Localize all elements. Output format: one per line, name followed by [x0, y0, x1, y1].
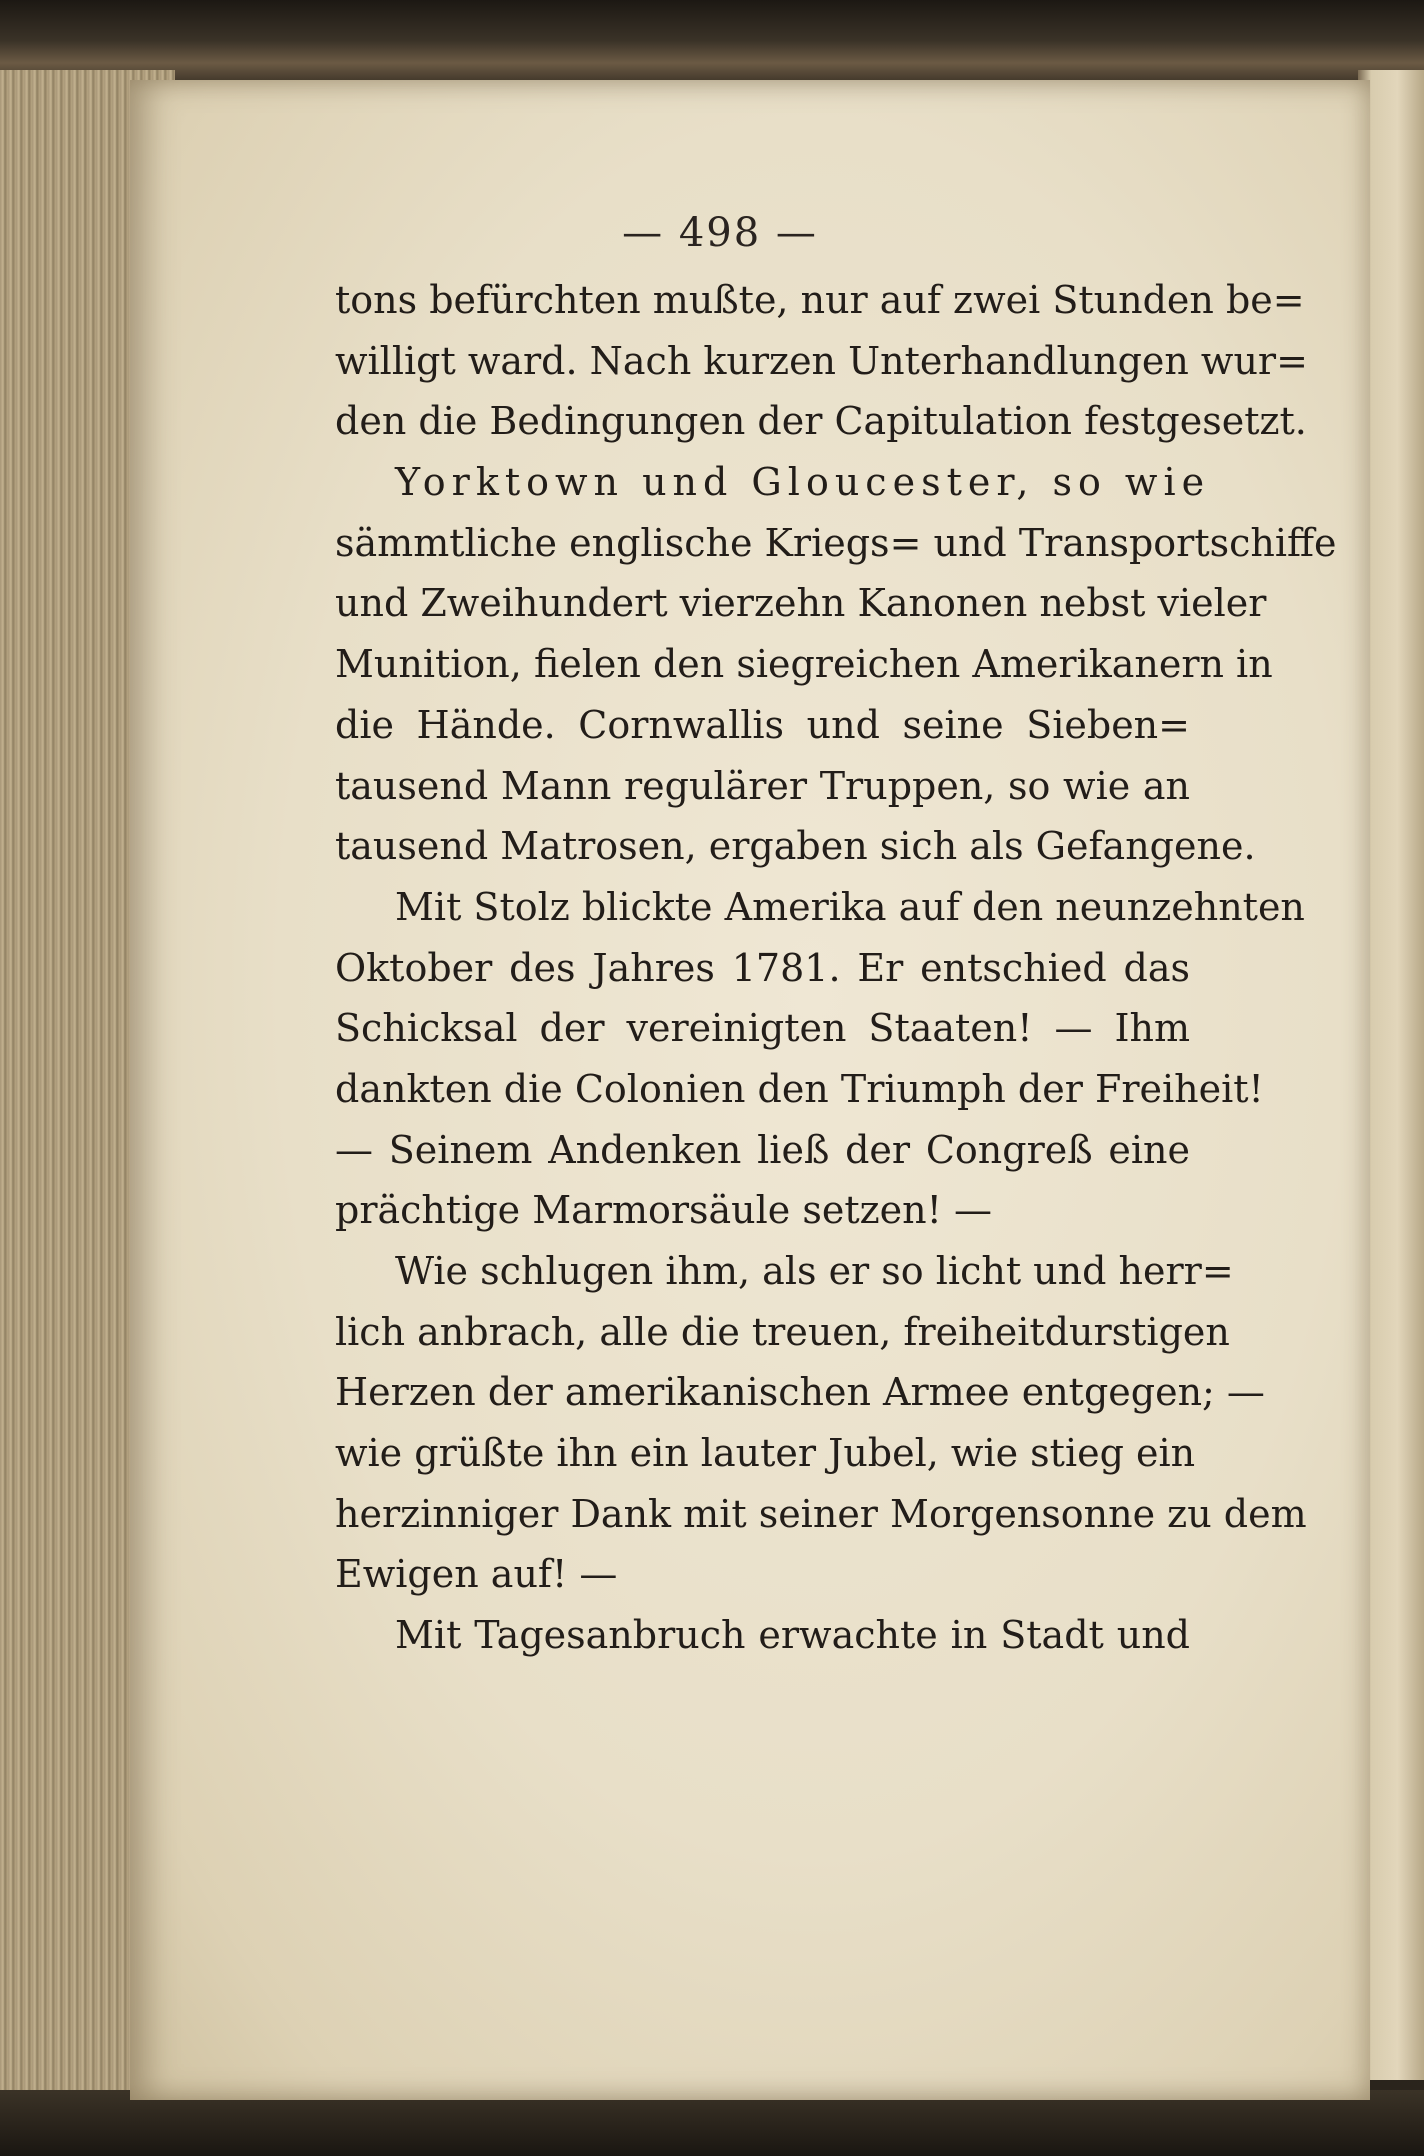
text-line: Yorktown und Gloucester, so wie [395, 460, 1211, 505]
text-line: Herzen der amerikanischen Armee entgegen; — [335, 1370, 1265, 1415]
text-line: prächtige Marmorsäule setzen! — [335, 1188, 992, 1233]
text-line: Mit Tagesanbruch erwachte in Stadt und [395, 1613, 1190, 1658]
text-line: wie grüßte ihn ein lauter Jubel, wie stieg ein [335, 1431, 1196, 1476]
text-line: die Hände. Cornwallis und seine Sieben= [335, 702, 1190, 747]
text-line: Wie schlugen ihm, als er so licht und herr= [395, 1249, 1234, 1293]
page-text [335, 270, 1337, 1666]
text-line: Mit Stolz blickte Amerika auf den neunzehnten [395, 884, 1305, 929]
book-top-edge [0, 0, 1424, 90]
text-line: Munition, fielen den siegreichen Amerikanern in [335, 642, 1273, 687]
text-line: Ewigen auf! — [335, 1552, 618, 1597]
text-line: tausend Mann regulärer Truppen, so wie an [335, 763, 1190, 808]
text-line: Oktober des Jahres 1781. Er entschied das [335, 945, 1190, 990]
text-line: herzinniger Dank mit seiner Morgensonne zu dem [335, 1491, 1307, 1536]
text-line: dankten die Colonien den Triumph der Freiheit! [335, 1066, 1264, 1111]
text-line: — Seinem Andenken ließ der Congreß eine [335, 1127, 1190, 1172]
text-line: tausend Matrosen, ergaben sich als Gefangene. [335, 824, 1256, 869]
text-line: sämmtliche englische Kriegs= und Transportschiffe [335, 520, 1337, 565]
text-line: lich anbrach, alle die treuen, freiheitdurstigen [335, 1309, 1230, 1354]
text-line: und Zweihundert vierzehn Kanonen nebst vieler [335, 581, 1267, 626]
text-line: Schicksal der vereinigten Staaten! — Ihm [335, 1006, 1190, 1051]
text-line: tons befürchten mußte, nur auf zwei Stunden be= [335, 278, 1305, 322]
text-line: willigt ward. Nach kurzen Unterhandlungen wur= [335, 338, 1308, 383]
text-line: den die Bedingungen der Capitulation festgesetzt. [335, 399, 1307, 444]
page-number: — 498 — [622, 210, 818, 256]
